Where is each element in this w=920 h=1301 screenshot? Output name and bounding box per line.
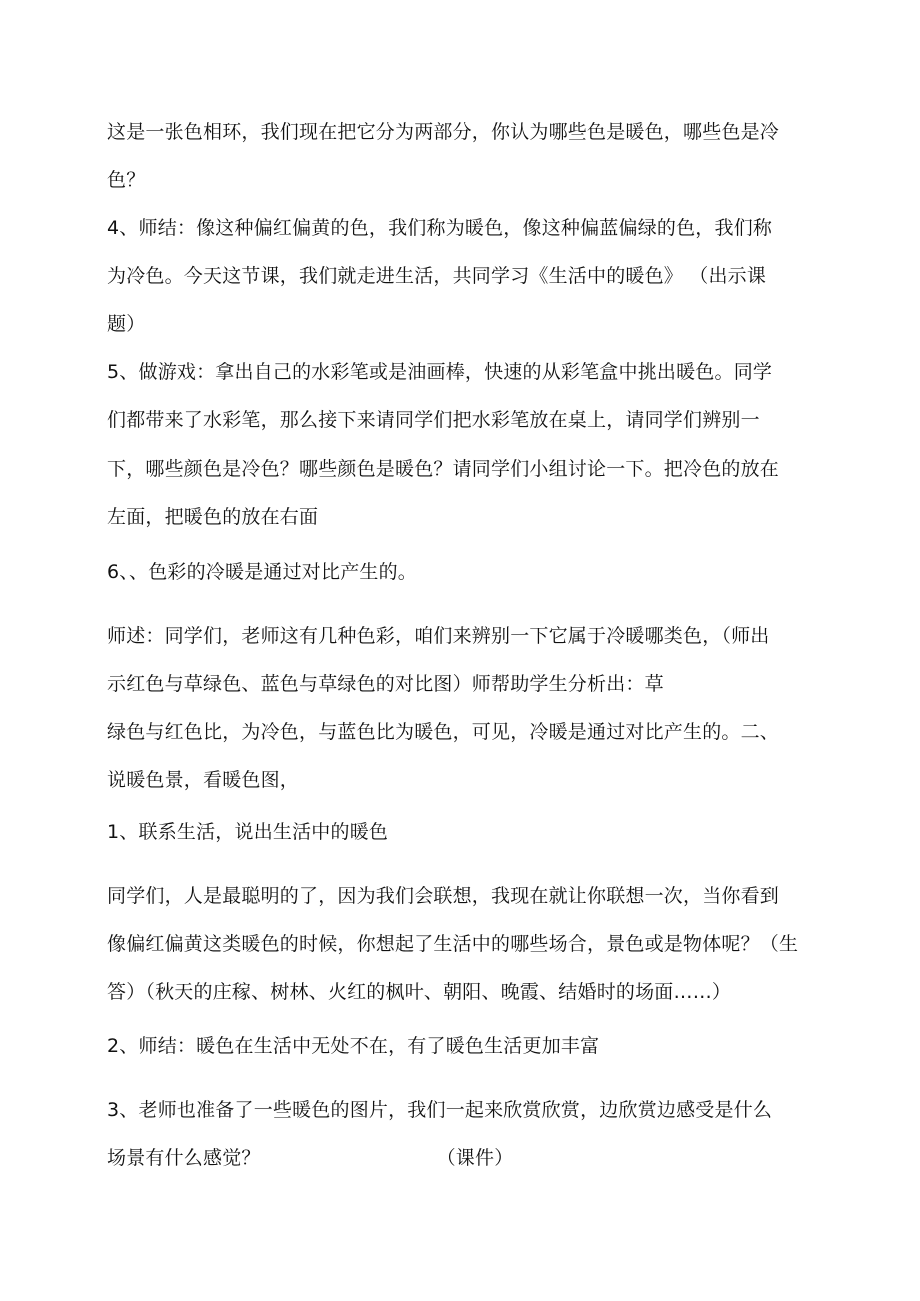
text-line: 师述：同学们，老师这有几种色彩，咱们来辨别一下它属于冷暖哪类色，（师出	[107, 625, 770, 647]
text-line: 说暖色景，看暖色图，	[107, 769, 300, 791]
text-line: 答）（秋天的庄稼、树林、火红的枫叶、朝阳、晚霞、结婚时的场面……）	[107, 981, 732, 1003]
text-line: 下，哪些颜色是冷色？哪些颜色是暖色？请同学们小组讨论一下。把冷色的放在	[107, 458, 780, 480]
text-line: 题）	[107, 313, 146, 335]
text-line: 色？	[107, 169, 146, 191]
text-segment: 场景有什么感觉？	[107, 1147, 261, 1169]
text-line: 们都带来了水彩笔，那么接下来请同学们把水彩笔放在桌上，请同学们辨别一	[107, 409, 760, 431]
text-line: 像偏红偏黄这类暖色的时候，你想起了生活中的哪些场合，景色或是物体呢？（生	[107, 933, 799, 955]
text-line: 左面，把暖色的放在右面	[107, 506, 319, 528]
text-line: 为冷色。今天这节课，我们就走进生活，共同学习《生活中的暖色》 （出示课	[107, 265, 767, 287]
text-line: 绿色与红色比，为冷色，与蓝色比为暖色，可见，冷暖是通过对比产生的。二、	[107, 721, 780, 743]
text-line: 3、老师也准备了一些暖色的图片，我们一起来欣赏欣赏，边欣赏边感受是什么	[107, 1099, 773, 1121]
text-line-last	[107, 1146, 513, 1170]
text-line: 同学们，人是最聪明的了，因为我们会联想，我现在就让你联想一次，当你看到	[107, 885, 780, 907]
courseware-note: （课件）	[436, 1147, 514, 1169]
text-line: 6、、色彩的冷暖是通过对比产生的。	[107, 561, 417, 583]
text-line: 示红色与草绿色、蓝色与草绿色的对比图）师帮助学生分析出：草	[107, 673, 664, 695]
text-line: 5、做游戏：拿出自己的水彩笔或是油画棒，快速的从彩笔盒中挑出暖色。同学	[107, 361, 773, 383]
text-line: 4、师结：像这种偏红偏黄的色，我们称为暖色，像这种偏蓝偏绿的色，我们称	[107, 217, 773, 239]
text-line: 1、联系生活，说出生活中的暖色	[107, 821, 389, 843]
text-line: 这是一张色相环，我们现在把它分为两部分，你认为哪些色是暖色，哪些色是冷	[107, 121, 780, 143]
text-line: 2、师结：暖色在生活中无处不在，有了暖色生活更加丰富	[107, 1035, 600, 1057]
